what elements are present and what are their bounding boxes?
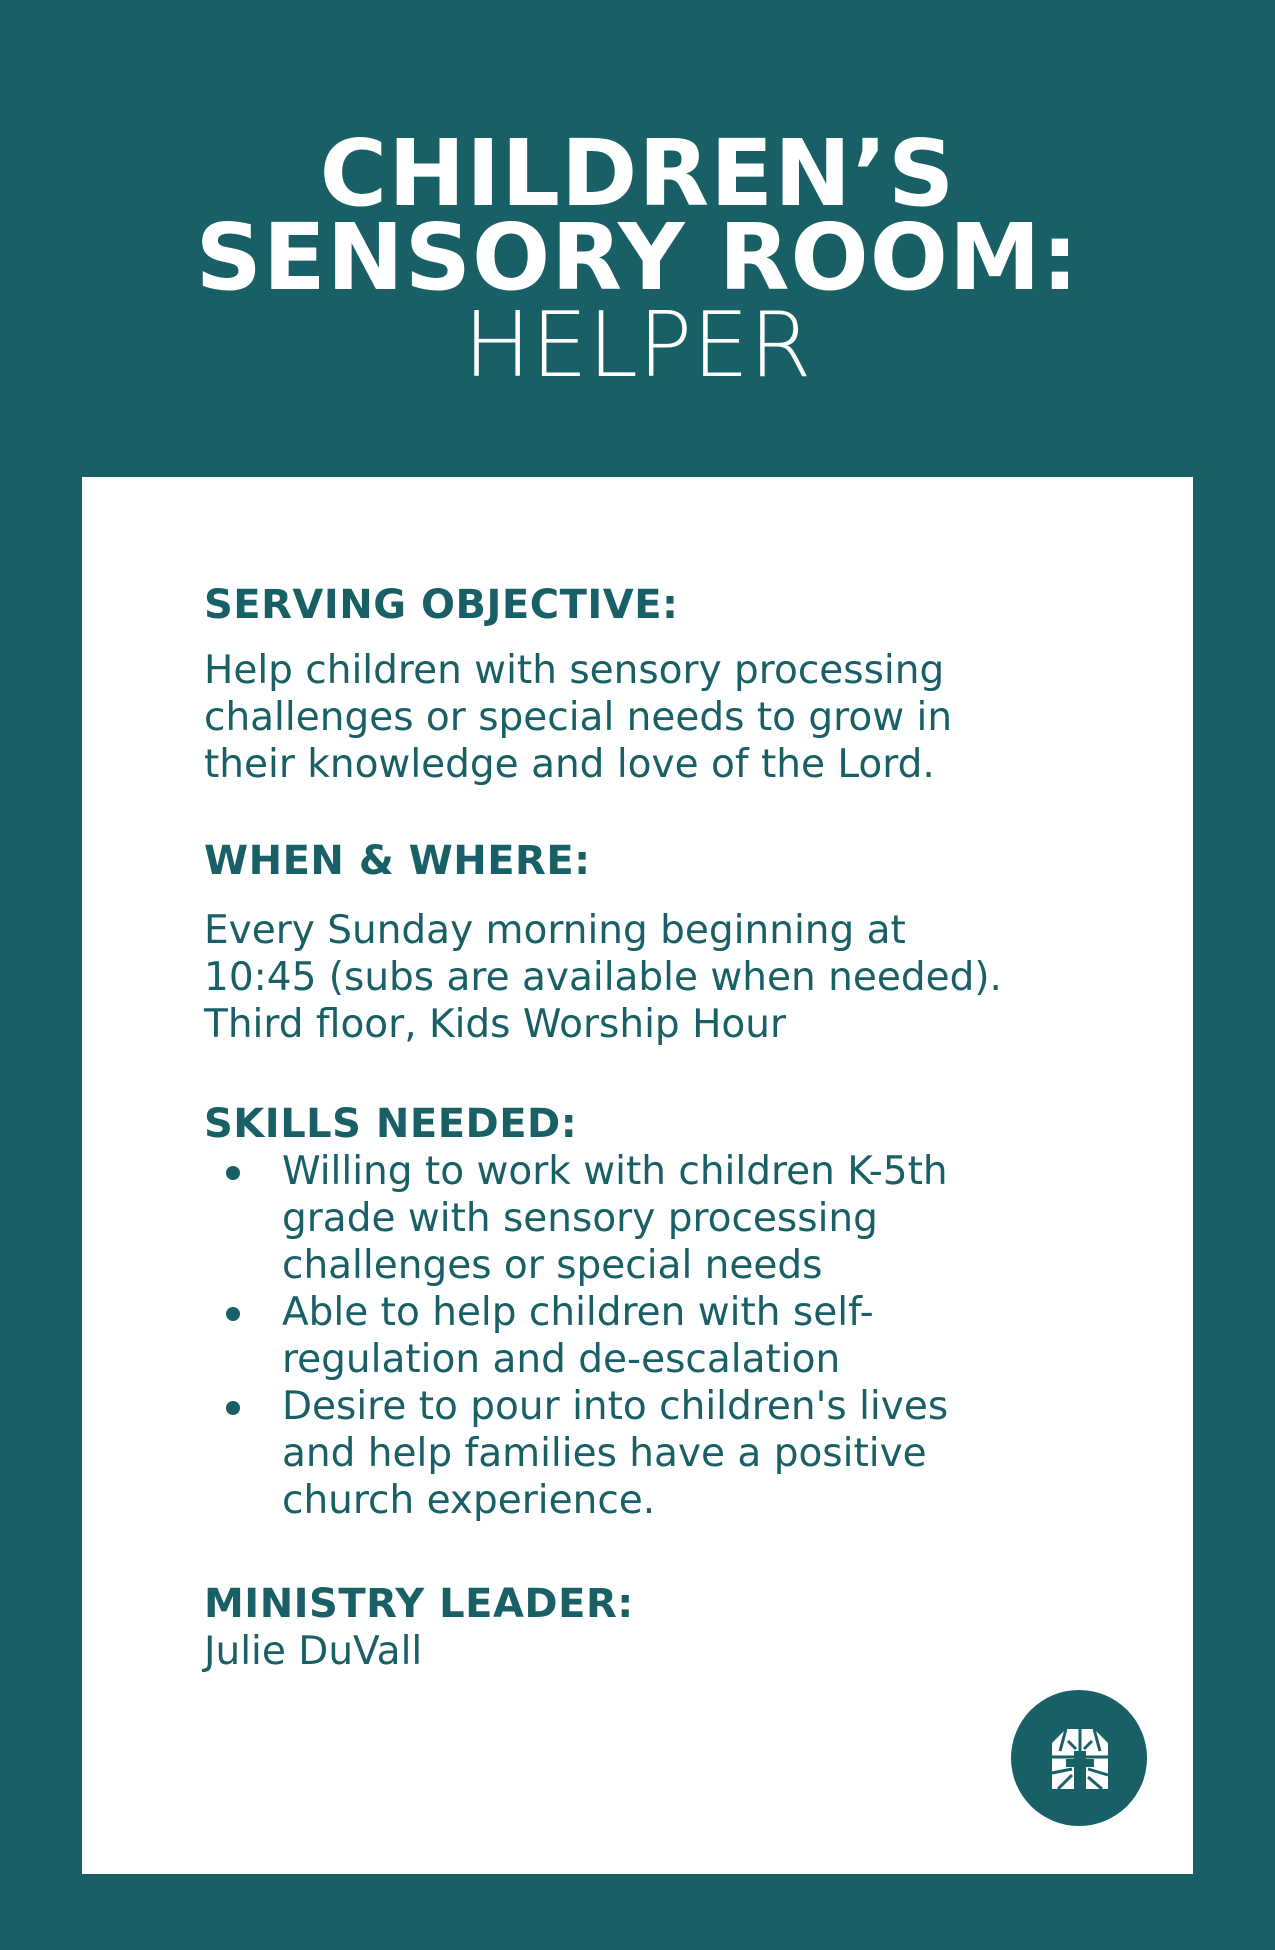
- skill-text: Desire to pour into children's lives and help families have a positive church experience.: [282, 1384, 949, 1523]
- list-item: [204, 1148, 1024, 1289]
- church-logo-icon: [1011, 1690, 1147, 1826]
- when-where-heading: WHEN & WHERE:: [204, 838, 591, 884]
- when-where-text: [204, 907, 1104, 1048]
- info-card: [82, 477, 1193, 1874]
- when-where-line-2: 10:45 (subs are available when needed).: [204, 955, 1002, 1000]
- page-title: [0, 120, 1275, 398]
- serving-objective-heading: SERVING OBJECTIVE:: [204, 582, 679, 628]
- bullet-icon: [226, 1307, 240, 1321]
- ministry-leader-heading: MINISTRY LEADER:: [204, 1581, 634, 1627]
- skills-list: [204, 1148, 1024, 1524]
- bullet-icon: [226, 1401, 240, 1415]
- bullet-icon: [226, 1166, 240, 1180]
- card-content: [204, 581, 1104, 1675]
- title-role: HELPER: [463, 293, 812, 398]
- when-where-line-3: Third floor, Kids Worship Hour: [204, 1002, 787, 1047]
- title-line-2: SENSORY ROOM:: [195, 204, 1080, 311]
- skill-text: Able to help children with self-regulation and de-escalation: [282, 1290, 874, 1382]
- ministry-leader-name: Julie DuVall: [204, 1629, 423, 1674]
- when-where-line-1: Every Sunday morning beginning at: [204, 908, 906, 953]
- list-item: [204, 1289, 1024, 1383]
- list-item: [204, 1383, 1024, 1524]
- skills-needed-heading: SKILLS NEEDED:: [204, 1101, 578, 1147]
- title-line-1: CHILDREN’S: [319, 120, 956, 227]
- serving-objective-text: Help children with sensory processing challenges or special needs to grow in their knowledge and love of the Lord.: [204, 648, 953, 787]
- skill-text: Willing to work with children K-5th grade with sensory processing challenges or special needs: [282, 1149, 948, 1288]
